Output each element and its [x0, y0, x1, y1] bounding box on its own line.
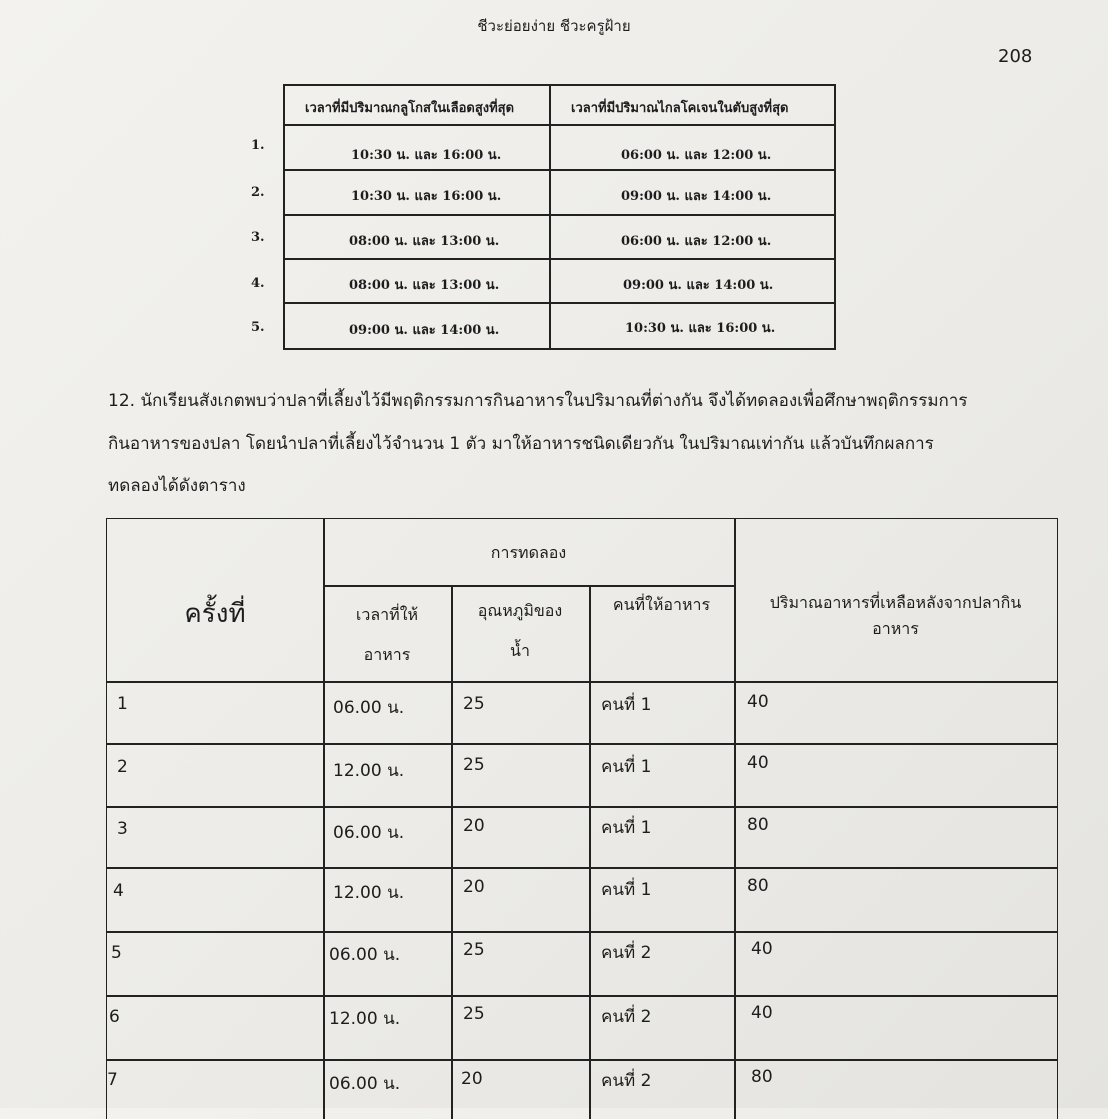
row-divider — [285, 302, 834, 304]
cell-time: 06.00 น. — [329, 1074, 401, 1094]
page-header: ชีวะย่อยง่าย ชีวะครูฝ้าย — [477, 17, 631, 35]
cell-trial: 3 — [117, 819, 128, 839]
cell-temp: 25 — [463, 1004, 485, 1024]
cell-feeder: คนที่ 1 — [601, 880, 652, 900]
cell-trial: 7 — [107, 1070, 118, 1090]
header-trial: ครั้งที่ — [184, 599, 246, 629]
header-feeder: คนที่ให้อาหาร — [612, 595, 711, 614]
cell-temp: 20 — [461, 1069, 483, 1089]
question-text-line: ทดลองได้ดังตาราง — [108, 476, 246, 496]
cell-feeder: คนที่ 1 — [601, 757, 652, 777]
cell-remaining: 80 — [747, 876, 769, 896]
cell-temp: 25 — [463, 694, 485, 714]
cell-trial: 5 — [111, 943, 122, 963]
table-cell: 09:00 น. และ 14:00 น. — [621, 189, 772, 204]
column-divider — [451, 585, 453, 1119]
cell-remaining: 40 — [747, 753, 769, 773]
header-feeding-time: เวลาที่ให้ — [355, 605, 419, 624]
cell-remaining: 40 — [747, 692, 769, 712]
row-divider — [107, 1059, 1057, 1061]
cell-remaining: 80 — [747, 815, 769, 835]
cell-feeder: คนที่ 1 — [601, 695, 652, 715]
cell-temp: 20 — [463, 816, 485, 836]
row-divider — [107, 743, 1057, 745]
row-divider — [107, 931, 1057, 933]
row-divider — [107, 867, 1057, 869]
cell-feeder: คนที่ 2 — [601, 1071, 652, 1091]
cell-temp: 20 — [463, 877, 485, 897]
table-cell: 09:00 น. และ 14:00 น. — [623, 278, 774, 293]
row-divider — [107, 681, 1057, 683]
choice-number: 4. — [251, 276, 265, 291]
cell-time: 06.00 น. — [333, 698, 405, 718]
table-cell: 10:30 น. และ 16:00 น. — [351, 148, 502, 163]
row-divider — [107, 995, 1057, 997]
table-cell: 08:00 น. และ 13:00 น. — [349, 234, 500, 249]
cell-trial: 1 — [117, 694, 128, 714]
cell-temp: 25 — [463, 940, 485, 960]
cell-feeder: คนที่ 1 — [601, 818, 652, 838]
cell-time: 12.00 น. — [329, 1009, 401, 1029]
choice-number: 2. — [251, 185, 265, 200]
cell-trial: 6 — [109, 1007, 120, 1027]
answer-choices-table — [251, 84, 836, 350]
row-divider — [285, 258, 834, 260]
header-feeding-time-2: อาหาร — [363, 645, 411, 664]
header-experiment: การทดลอง — [490, 543, 567, 562]
row-divider — [285, 169, 834, 171]
row-divider — [323, 585, 734, 587]
cell-time: 06.00 น. — [333, 823, 405, 843]
row-divider — [107, 806, 1057, 808]
table-cell: 09:00 น. และ 14:00 น. — [349, 323, 500, 338]
table-cell: 10:30 น. และ 16:00 น. — [351, 189, 502, 204]
cell-trial: 4 — [113, 881, 124, 901]
cell-trial: 2 — [117, 757, 128, 777]
header-remaining-food: ปริมาณอาหารที่เหลือหลังจากปลากิน — [769, 593, 1022, 612]
header-glycogen: เวลาที่มีปริมาณไกลโคเจนในตับสูงที่สุด — [571, 101, 789, 116]
table-cell: 08:00 น. และ 13:00 น. — [349, 278, 500, 293]
page-number: 208 — [998, 46, 1033, 67]
table-cell: 10:30 น. และ 16:00 น. — [625, 321, 776, 336]
choice-number: 3. — [251, 230, 265, 245]
cell-feeder: คนที่ 2 — [601, 943, 652, 963]
choice-number: 5. — [251, 320, 265, 335]
cell-temp: 25 — [463, 755, 485, 775]
header-water-temp-2: น้ำ — [510, 641, 530, 660]
choice-number: 1. — [251, 138, 265, 153]
question-text-line: 12. นักเรียนสังเกตพบว่าปลาที่เลี้ยงไว้มีพฤติกรรมการกินอาหารในปริมาณที่ต่างกัน จึงได้ทดลองเพื่อศึกษาพฤติกรรมการ — [108, 391, 968, 411]
cell-time: 12.00 น. — [333, 761, 405, 781]
column-divider — [549, 86, 551, 348]
cell-remaining: 80 — [751, 1067, 773, 1087]
cell-time: 06.00 น. — [329, 945, 401, 965]
cell-remaining: 40 — [751, 1003, 773, 1023]
header-water-temp: อุณหภูมิของ — [477, 601, 563, 620]
table-cell: 06:00 น. และ 12:00 น. — [621, 234, 772, 249]
column-divider — [589, 585, 591, 1119]
header-glucose: เวลาที่มีปริมาณกลูโกสในเลือดสูงที่สุด — [305, 101, 515, 116]
header-remaining-food-2: อาหาร — [872, 619, 919, 638]
question-text-line: กินอาหารของปลา โดยนำปลาที่เลี้ยงไว้จำนวน 1 ตัว มาให้อาหารชนิดเดียวกัน ในปริมาณเท่ากัน แล้วบันทึกผลการ — [108, 434, 934, 454]
row-divider — [285, 214, 834, 216]
table-cell: 06:00 น. และ 12:00 น. — [621, 148, 772, 163]
cell-time: 12.00 น. — [333, 883, 405, 903]
cell-feeder: คนที่ 2 — [601, 1007, 652, 1027]
experiment-table — [106, 518, 1058, 1119]
cell-remaining: 40 — [751, 939, 773, 959]
